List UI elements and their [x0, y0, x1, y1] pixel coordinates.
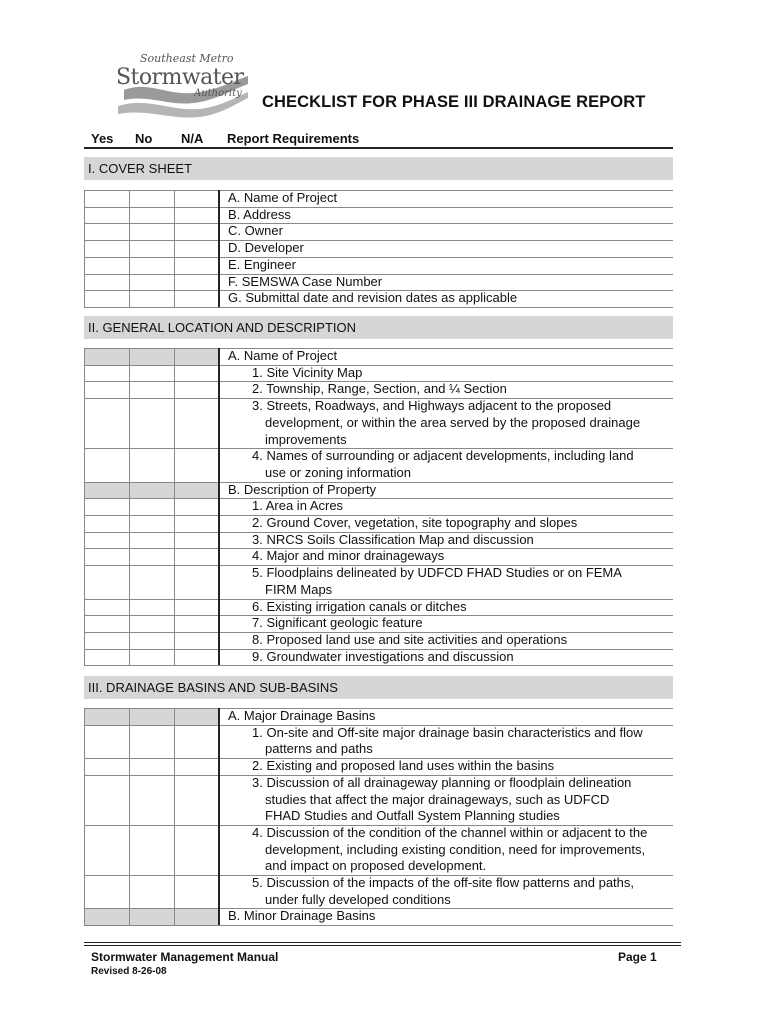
shaded-row — [84, 348, 220, 365]
row-divider — [84, 307, 673, 308]
col-na: N/A — [181, 131, 204, 146]
requirement-item: studies that affect the major drainageways, such as UDFCD — [265, 791, 610, 807]
row-divider — [84, 207, 673, 208]
section-header: II. GENERAL LOCATION AND DESCRIPTION — [84, 316, 673, 339]
requirements-divider — [218, 190, 220, 307]
requirement-item: 6. Existing irrigation canals or ditches — [252, 598, 467, 614]
section-header: I. COVER SHEET — [84, 157, 673, 180]
page-title: CHECKLIST FOR PHASE III DRAINAGE REPORT — [262, 93, 646, 111]
requirement-item: 3. Streets, Roadways, and Highways adjacent to the proposed — [252, 398, 612, 414]
footer-manual: Stormwater Management Manual — [91, 950, 279, 964]
requirement-item: 5. Floodplains delineated by UDFCD FHAD Studies or on FEMA — [252, 565, 622, 581]
requirement-item: B. Address — [228, 206, 291, 222]
requirement-item: 1. On-site and Off-site major drainage basin characteristics and flow — [252, 724, 643, 740]
shaded-row — [84, 708, 220, 725]
requirement-item: 2. Ground Cover, vegetation, site topography and slopes — [252, 515, 578, 530]
requirement-item: patterns and paths — [265, 741, 373, 757]
col-yes: Yes — [91, 131, 114, 146]
column-divider — [129, 708, 130, 925]
requirement-item: 9. Groundwater investigations and discussion — [252, 648, 514, 664]
row-divider — [84, 482, 673, 483]
requirement-item: 4. Names of surrounding or adjacent developments, including land — [252, 448, 634, 464]
row-divider — [84, 365, 673, 366]
header-rule — [84, 147, 673, 149]
row-divider — [84, 223, 673, 224]
row-divider — [84, 708, 673, 709]
logo-line3: Authority — [194, 88, 242, 99]
requirement-item: G. Submittal date and revision dates as applicable — [228, 290, 518, 306]
footer-rule — [84, 942, 681, 943]
section-header: III. DRAINAGE BASINS AND SUB-BASINS — [84, 676, 673, 699]
requirement-item: B. Minor Drainage Basins — [228, 908, 376, 924]
column-divider — [174, 348, 175, 665]
requirement-item: A. Name of Project — [228, 190, 338, 205]
requirement-item: FHAD Studies and Outfall System Planning studies — [265, 808, 560, 824]
requirement-item: B. Description of Property — [228, 481, 377, 497]
requirement-item: 2. Township, Range, Section, and ¼ Section — [252, 381, 507, 397]
semswa-logo — [110, 50, 250, 122]
requirements-divider — [218, 708, 220, 925]
column-divider — [174, 190, 175, 307]
logo-line2: Stormwater — [116, 65, 244, 90]
col-report-requirements: Report Requirements — [227, 131, 360, 146]
row-divider — [84, 925, 673, 926]
requirement-item: C. Owner — [228, 223, 283, 239]
row-divider — [84, 190, 673, 191]
requirement-item: D. Developer — [228, 240, 304, 256]
row-divider — [84, 240, 673, 241]
column-divider — [129, 348, 130, 665]
footer-rule — [84, 945, 681, 946]
footer-revised: Revised 8-26-08 — [91, 966, 167, 977]
requirement-item: 3. Discussion of all drainageway planning or floodplain delineation — [252, 774, 632, 790]
requirement-item: A. Name of Project — [228, 348, 338, 363]
logo-line1: Southeast Metro — [140, 52, 234, 65]
shaded-row — [84, 482, 220, 499]
col-no: No — [135, 131, 153, 146]
requirement-item: 2. Existing and proposed land uses within the basins — [252, 758, 555, 774]
requirement-item: 1. Area in Acres — [252, 498, 344, 514]
requirement-item: A. Major Drainage Basins — [228, 708, 376, 723]
column-divider — [84, 348, 85, 665]
column-divider — [84, 190, 85, 307]
row-divider — [84, 908, 673, 909]
requirement-item: and impact on proposed development. — [265, 858, 487, 874]
requirement-item: improvements — [265, 431, 347, 447]
requirement-item: 4. Major and minor drainageways — [252, 548, 445, 564]
row-divider — [84, 665, 673, 666]
requirement-item: 4. Discussion of the condition of the channel within or adjacent to the — [252, 824, 648, 840]
requirement-item: F. SEMSWA Case Number — [228, 273, 383, 289]
requirement-item: 5. Discussion of the impacts of the off-site flow patterns and paths, — [252, 875, 635, 890]
requirements-divider — [218, 348, 220, 665]
row-divider — [84, 348, 673, 349]
requirement-item: 1. Site Vicinity Map — [252, 364, 363, 380]
requirement-item: development, including existing condition, need for improvements, — [265, 841, 646, 857]
requirement-item: use or zoning information — [265, 464, 411, 480]
shaded-row — [84, 908, 220, 925]
requirement-item: FIRM Maps — [265, 581, 333, 597]
requirement-item: development, or within the area served by the proposed drainage — [265, 414, 641, 430]
column-divider — [174, 708, 175, 925]
requirement-item: 8. Proposed land use and site activities and operations — [252, 631, 568, 647]
requirement-item: 3. NRCS Soils Classification Map and discussion — [252, 531, 534, 547]
column-divider — [84, 708, 85, 925]
row-divider — [84, 257, 673, 258]
column-divider — [129, 190, 130, 307]
requirement-item: under fully developed conditions — [265, 891, 451, 907]
requirement-item: 7. Significant geologic feature — [252, 615, 423, 631]
row-divider — [84, 498, 673, 499]
footer-page: Page 1 — [618, 950, 657, 964]
requirement-item: E. Engineer — [228, 256, 296, 272]
